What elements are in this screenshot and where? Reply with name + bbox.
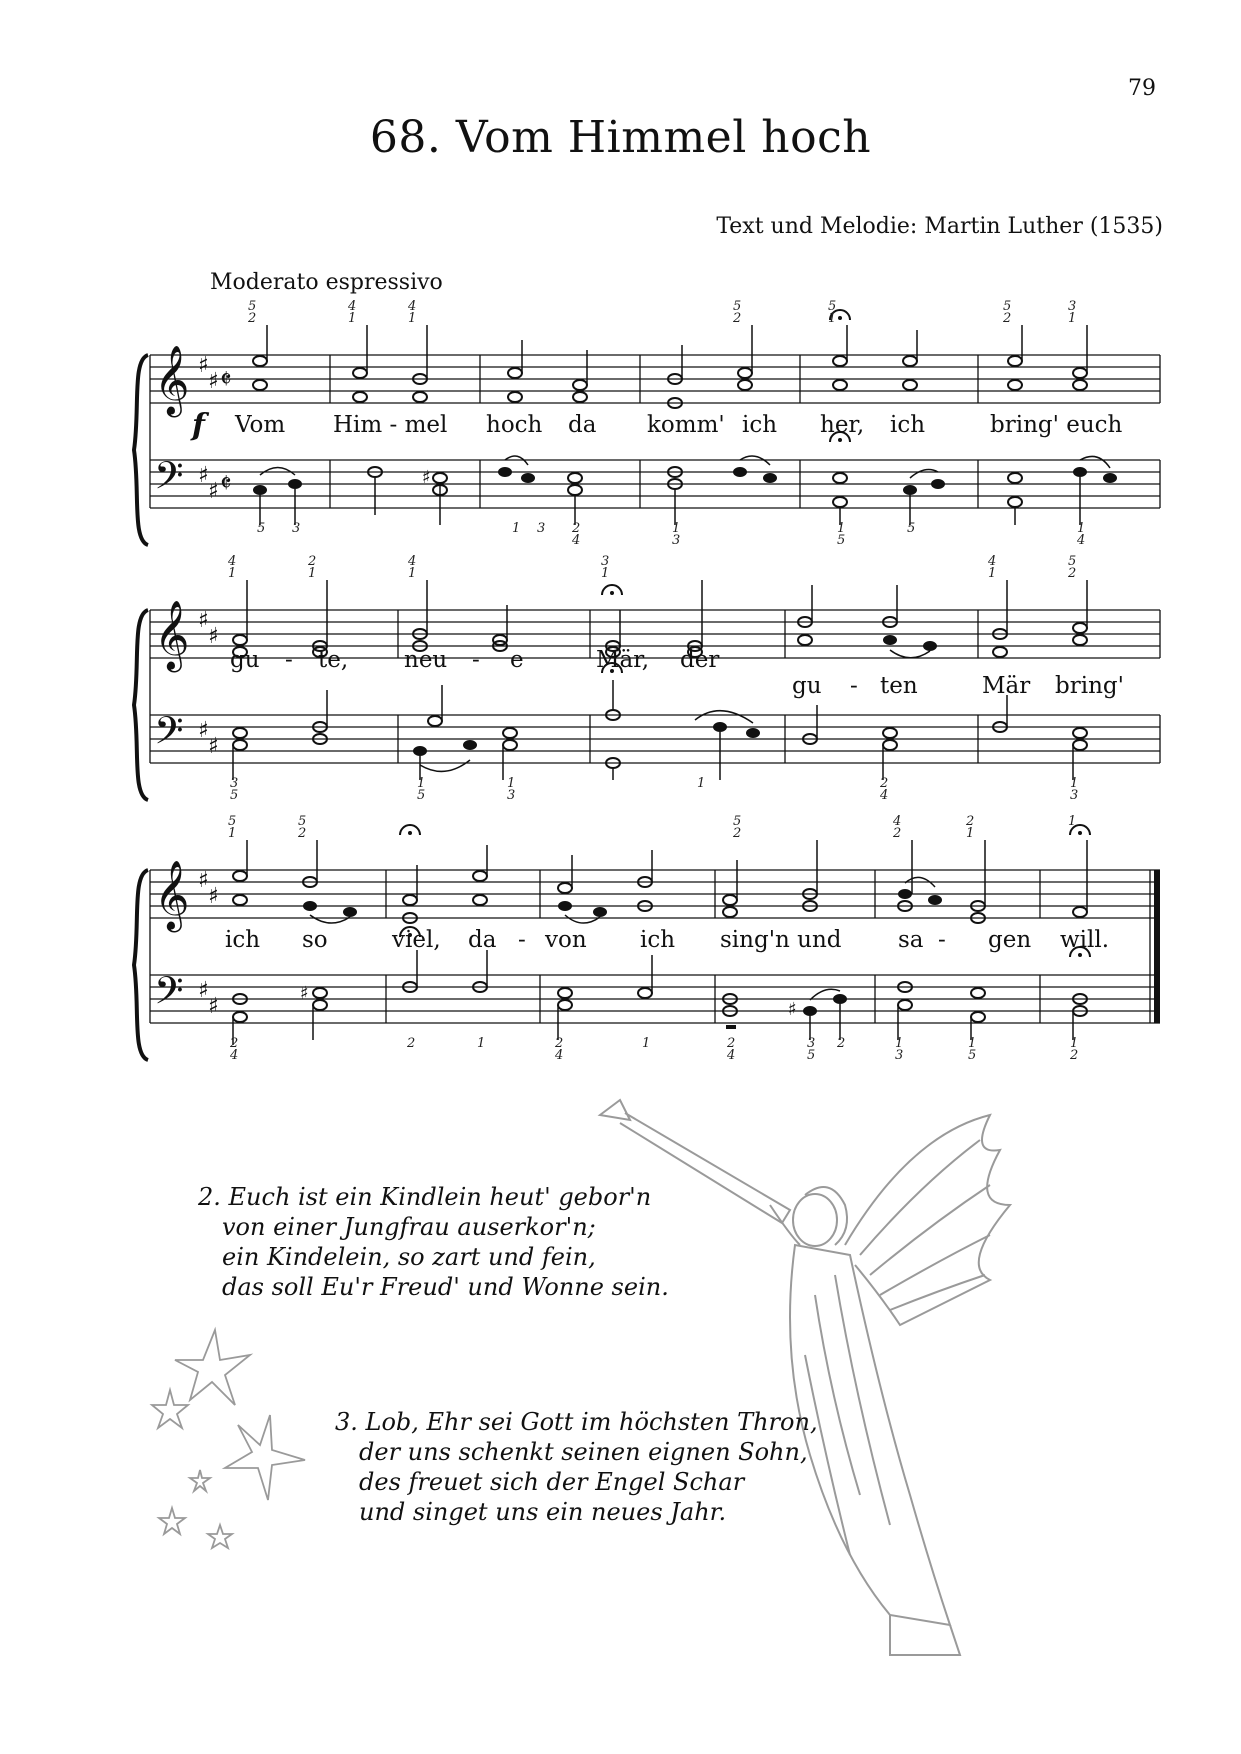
fingering-number: 5: [828, 300, 837, 314]
fingering-number: 2: [1070, 1048, 1079, 1063]
fingering-number: 3: [601, 555, 610, 569]
fingering-number: 1: [348, 311, 357, 326]
fingering-number: 2: [1003, 311, 1012, 326]
fingering-number: 5: [230, 788, 239, 803]
fingering-number: 5: [968, 1048, 977, 1063]
fingering-number: 1: [895, 1036, 904, 1051]
lyric: e: [510, 647, 524, 673]
fingering-number: 1: [1077, 521, 1086, 536]
lyric: ich: [890, 412, 926, 438]
svg-text:♯: ♯: [422, 467, 431, 488]
fingering-number: 1: [1070, 1036, 1079, 1051]
fingering-number: 5: [1003, 300, 1012, 314]
svg-text:𝄢: 𝄢: [154, 708, 184, 762]
svg-text:𝄵: 𝄵: [220, 365, 232, 395]
fingering-number: 3: [672, 533, 681, 548]
fingering-number: 1: [477, 1036, 486, 1051]
fingering-number: 3: [807, 1036, 816, 1051]
fingering-number: 5: [257, 521, 266, 536]
fingering-number: 4: [555, 1048, 564, 1063]
fingering-number: 3: [1070, 788, 1079, 803]
fingering-number: 2: [727, 1036, 736, 1051]
fingering-number: 2: [555, 1036, 564, 1051]
svg-text:♯: ♯: [198, 978, 209, 1003]
lyric: ich: [742, 412, 778, 438]
svg-text:♯: ♯: [198, 718, 209, 743]
lyric: -: [938, 927, 946, 953]
verse-line: und singet uns ein neues Jahr.: [359, 1498, 727, 1526]
svg-text:♯: ♯: [198, 608, 209, 633]
page-number: 79: [1128, 76, 1156, 101]
lyric: sa: [898, 927, 924, 953]
lyric: da: [568, 412, 597, 438]
credits: Text und Melodie: Martin Luther (1535): [716, 214, 1163, 239]
fingering-number: 4: [572, 533, 581, 548]
fingering-number: 2: [733, 826, 742, 841]
svg-text:♯: ♯: [208, 884, 219, 909]
fingering-number: 1: [228, 566, 237, 581]
fingering-number: 4: [230, 1048, 239, 1063]
verse-3: [335, 1407, 818, 1527]
fingering-number: 1: [828, 311, 837, 326]
svg-text:𝄞: 𝄞: [154, 600, 190, 670]
lyric: hoch: [486, 412, 543, 438]
verse-line: von einer Jungfrau auserkor'n;: [222, 1213, 596, 1241]
svg-text:♯: ♯: [208, 624, 219, 649]
tempo-marking: Moderato espressivo: [210, 270, 443, 295]
fingering-number: 1: [1070, 776, 1079, 791]
fingering-number: 1: [417, 776, 426, 791]
lyric: -: [518, 927, 526, 953]
svg-text:𝄞: 𝄞: [154, 860, 190, 930]
svg-text:♯: ♯: [788, 999, 797, 1020]
svg-text:𝄢: 𝄢: [154, 453, 184, 507]
fingering-number: 4: [408, 555, 417, 569]
lyric: Mär,: [596, 647, 650, 673]
lyric: da: [468, 927, 497, 953]
verse-line: 3. Lob, Ehr sei Gott im höchsten Thron,: [335, 1408, 818, 1436]
svg-text:𝄞: 𝄞: [154, 345, 190, 415]
lyric: -: [285, 647, 293, 673]
fingering-number: 4: [228, 555, 237, 569]
fingering-number: 4: [348, 300, 357, 314]
lyric: gu: [230, 647, 260, 673]
lyric: te,: [318, 647, 349, 673]
fingering-number: 1: [966, 826, 975, 841]
lyric: neu: [404, 647, 448, 673]
lyric: komm': [647, 412, 725, 438]
lyric: gen: [988, 927, 1032, 953]
fingering-number: 5: [807, 1048, 816, 1063]
fingering-number: 4: [1077, 533, 1086, 548]
fingering-number: 5: [248, 300, 257, 314]
fingering-number: 2: [733, 311, 742, 326]
fingering-number: 3: [1068, 300, 1077, 314]
lyric: -: [472, 647, 480, 673]
lyric: ich: [225, 927, 261, 953]
verse-line: das soll Eu'r Freud' und Wonne sein.: [222, 1273, 669, 1301]
verse-line: ein Kindelein, so zart und fein,: [222, 1243, 596, 1271]
lyric: der: [680, 647, 720, 673]
fingering-number: 3: [537, 521, 546, 536]
fingering-number: 2: [248, 311, 257, 326]
svg-text:♯: ♯: [198, 463, 209, 488]
svg-text:♯: ♯: [208, 369, 219, 394]
fingering-number: 1: [601, 566, 610, 581]
verse-line: der uns schenkt seinen eignen Sohn,: [359, 1438, 808, 1466]
fingerings: [227, 555, 1078, 803]
fingering-number: 3: [292, 521, 301, 536]
fingering-number: 1: [507, 776, 516, 791]
fingering-number: 1: [672, 521, 681, 536]
lyric: bring' euch: [990, 412, 1123, 438]
song-title: 68. Vom Himmel hoch: [369, 112, 872, 163]
fingering-number: 5: [733, 300, 742, 314]
lyric: Him - mel: [333, 412, 448, 438]
verse-line: 2. Euch ist ein Kindlein heut' gebor'n: [198, 1183, 652, 1211]
svg-text:𝄢: 𝄢: [154, 968, 184, 1022]
fingering-number: 1: [512, 521, 521, 536]
lyric: so: [302, 927, 328, 953]
fingering-number: 4: [988, 555, 997, 569]
fingering-number: 3: [895, 1048, 904, 1063]
dynamic-forte: f: [192, 408, 205, 443]
fingering-number: 1: [308, 566, 317, 581]
fingering-number: 2: [298, 826, 307, 841]
svg-text:♯: ♯: [208, 734, 219, 759]
lyric: ich: [640, 927, 676, 953]
lyric: Vom: [235, 412, 286, 438]
fingering-number: 5: [837, 533, 846, 548]
fingering-number: 1: [408, 566, 417, 581]
fingering-number: 4: [727, 1048, 736, 1063]
lyric: viel,: [392, 927, 441, 953]
fingering-number: 1: [408, 311, 417, 326]
fingering-number: 2: [572, 521, 581, 536]
music-system-1: [120, 300, 1165, 550]
lyric: gu: [792, 673, 822, 699]
fingering-number: 2: [230, 1036, 239, 1051]
svg-text:♯: ♯: [208, 479, 219, 504]
svg-text:𝄵: 𝄵: [220, 469, 232, 499]
svg-text:♯: ♯: [300, 983, 309, 1004]
lyric: -: [850, 673, 858, 699]
fingering-number: 2: [407, 1036, 416, 1051]
music-system-3: [120, 815, 1165, 1065]
fingering-number: 4: [408, 300, 417, 314]
fingering-number: 5: [417, 788, 426, 803]
fingering-number: 2: [308, 555, 317, 569]
fingering-number: 2: [837, 1036, 846, 1051]
music-system-2: [120, 555, 1165, 805]
svg-text:♯: ♯: [198, 868, 209, 893]
lyric: her,: [820, 412, 865, 438]
fingering-number: 2: [893, 826, 902, 841]
lyric: von: [545, 927, 587, 953]
fingering-number: 2: [880, 776, 889, 791]
svg-text:♯: ♯: [208, 994, 219, 1019]
fingering-number: 5: [907, 521, 916, 536]
fingering-number: 1: [1068, 815, 1077, 829]
fingering-number: 2: [1068, 566, 1077, 581]
fingering-number: 5: [228, 815, 237, 829]
fingering-number: 1: [988, 566, 997, 581]
stars-icon: [140, 1320, 310, 1560]
lyric: bring': [1055, 673, 1124, 699]
lyric: ten: [880, 673, 918, 699]
fingering-number: 1: [642, 1036, 651, 1051]
fingering-number: 2: [966, 815, 975, 829]
fingering-number: 4: [880, 788, 889, 803]
fingering-number: 5: [733, 815, 742, 829]
verse-line: des freuet sich der Engel Schar: [359, 1468, 745, 1496]
fingering-number: 4: [893, 815, 902, 829]
lyric: will.: [1060, 927, 1110, 953]
fingering-number: 5: [298, 815, 307, 829]
verse-2: [198, 1182, 669, 1302]
fingering-number: 1: [837, 521, 846, 536]
fingering-number: 1: [968, 1036, 977, 1051]
lyric: sing'n und: [720, 927, 842, 953]
fingering-number: 1: [697, 776, 706, 791]
fingering-number: 5: [1068, 555, 1077, 569]
fingering-number: 3: [230, 776, 239, 791]
lyric: Mär: [982, 673, 1031, 699]
fingering-number: 1: [228, 826, 237, 841]
fingering-number: 3: [507, 788, 516, 803]
svg-text:♯: ♯: [198, 353, 209, 378]
fingering-number: 1: [1068, 311, 1077, 326]
